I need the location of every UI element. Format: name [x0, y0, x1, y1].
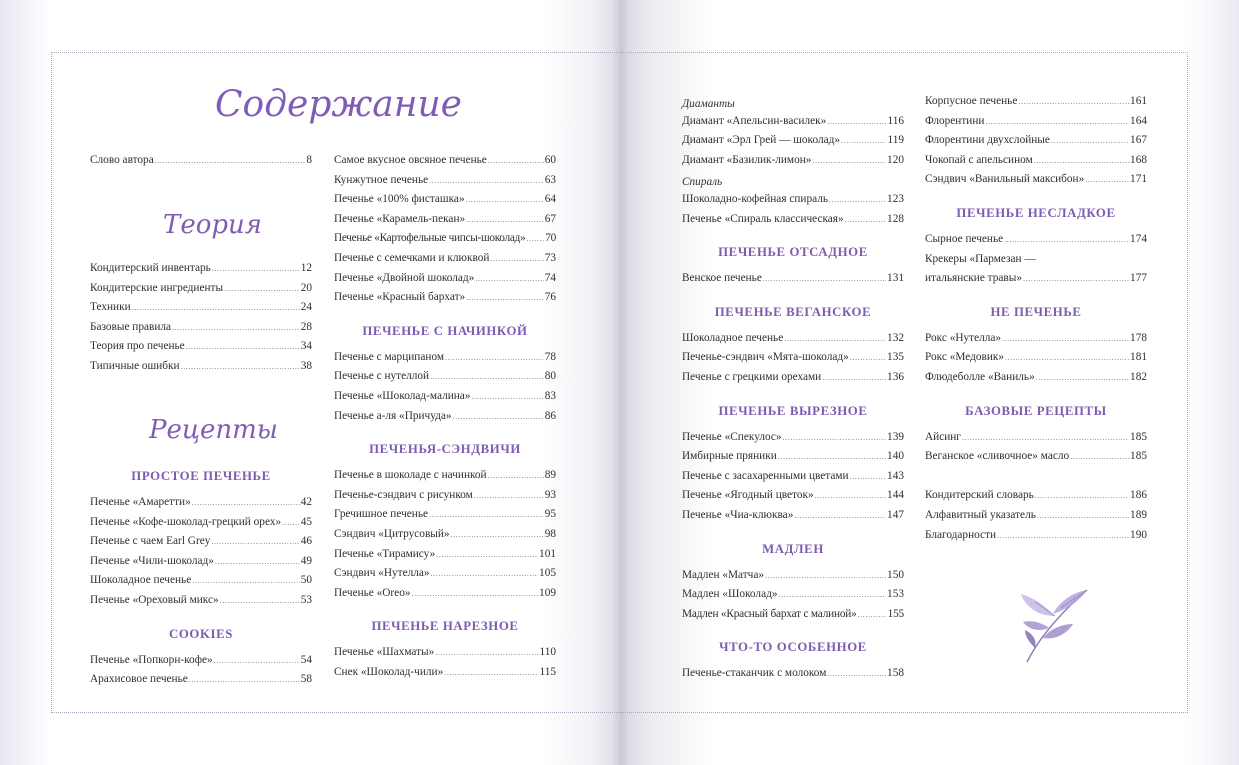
section-heading: ПЕЧЕНЬЕ ВЫРЕЗНОЕ	[718, 403, 868, 418]
toc-entry[interactable]: Печенье «Картофельные чипсы-шоколад» ..... 70	[334, 232, 556, 252]
toc-entry[interactable]: Айсинг ..... 185	[925, 431, 1147, 451]
toc-entry[interactable]: Печенье с грецкими орехами ..... 136	[682, 371, 904, 391]
toc-entry[interactable]: Чокопай с апельсином ..... 168	[925, 154, 1147, 174]
toc-entry[interactable]: Печенье с марципаном ..... 78	[334, 351, 556, 371]
toc-entry[interactable]: Печенье «Чиа-клюква» ..... 147	[682, 509, 904, 529]
section-heading: ПЕЧЕНЬЕ НЕСЛАДКОЕ	[956, 205, 1116, 220]
toc-entry[interactable]: Печенье с нутеллой ..... 80	[334, 370, 556, 390]
toc-entry[interactable]: Алфавитный указатель ..... 189	[925, 509, 1147, 529]
toc-entry[interactable]: Печенье «100% фисташка» ..... 64	[334, 193, 556, 213]
toc-entry[interactable]: Сырное печенье ..... 174	[925, 233, 1147, 253]
section-heading: ЧТО-ТО ОСОБЕННОЕ	[719, 640, 867, 655]
toc-entry[interactable]: Благодарности ..... 190	[925, 529, 1147, 549]
toc-entry[interactable]: Печенье «Шоколад-малина» ..... 83	[334, 390, 556, 410]
toc-entry[interactable]: итальянские травы» ..... 177	[925, 272, 1147, 292]
toc-entry[interactable]: Сэндвич «Ванильный максибон» ..... 171	[925, 173, 1147, 193]
toc-entry[interactable]: Арахисовое печенье ..... 58	[90, 673, 312, 693]
lavender-leaf-sprig-icon	[1015, 584, 1095, 666]
toc-entry[interactable]: Печенье «Шахматы» ..... 110	[334, 646, 556, 666]
toc-entry[interactable]: Имбирные пряники ..... 140	[682, 450, 904, 470]
theory-heading: Теория	[163, 210, 262, 240]
toc-entry[interactable]: Печенье «Тирамису» ..... 101	[334, 548, 556, 568]
toc-entry[interactable]: Шоколадное печенье ..... 132	[682, 332, 904, 352]
toc-entry[interactable]: Слово автора ..... 8	[90, 154, 312, 174]
toc-entry[interactable]: Печенье-сэндвич с рисунком ..... 93	[334, 489, 556, 509]
toc-entry[interactable]: Печенье в шоколаде с начинкой ..... 89	[334, 469, 556, 489]
toc-entry[interactable]: Печенье «Кофе-шоколад-грецкий орех» ..... 45	[90, 516, 312, 536]
subsection-label: Спираль	[682, 176, 723, 189]
recipes-list-col1	[90, 456, 312, 693]
toc-entry[interactable]: Печенье «Красный бархат» ..... 76	[334, 291, 556, 311]
toc-entry[interactable]: Печенье с семечками и клюквой ..... 73	[334, 252, 556, 272]
toc-entry[interactable]: Гречишное печенье ..... 95	[334, 508, 556, 528]
section-heading: ПРОСТОЕ ПЕЧЕНЬЕ	[131, 469, 271, 483]
toc-entry[interactable]: Кондитерские ингредиенты ..... 20	[90, 282, 312, 302]
section-heading: ПЕЧЕНЬЕ ВЕГАНСКОЕ	[714, 304, 872, 319]
section-heading: ПЕЧЕНЬЕ ОТСАДНОЕ	[718, 245, 868, 260]
toc-entry[interactable]: Венское печенье ..... 131	[682, 272, 904, 292]
toc-entry[interactable]: Диамант «Апельсин-василек» ..... 116	[682, 115, 904, 135]
toc-column-1	[90, 154, 312, 174]
toc-entry[interactable]: Корпусное печенье ..... 161	[925, 95, 1147, 115]
toc-entry[interactable]: Печенье «Чили-шоколад» ..... 49	[90, 555, 312, 575]
toc-entry[interactable]: Печенье-стаканчик с молоком ..... 158	[682, 667, 904, 687]
toc-entry[interactable]: Диамант «Базилик-лимон» ..... 120	[682, 154, 904, 174]
toc-entry[interactable]: Печенье «Спекулос» ..... 139	[682, 431, 904, 451]
toc-entry[interactable]: Шоколадное печенье ..... 50	[90, 574, 312, 594]
toc-column-2	[334, 154, 556, 685]
contents-title: Содержание	[215, 84, 462, 125]
toc-entry[interactable]: Печенье с засахаренными цветами ..... 143	[682, 470, 904, 490]
toc-entry[interactable]: Печенье «Двойной шоколад» ..... 74	[334, 272, 556, 292]
toc-entry[interactable]: Печенье «Попкорн-кофе» ..... 54	[90, 654, 312, 674]
toc-column-4	[925, 95, 1147, 548]
toc-entry[interactable]: Веганское «сливочное» масло ..... 185	[925, 450, 1147, 470]
section-heading: ПЕЧЕНЬЯ-СЭНДВИЧИ	[369, 442, 521, 457]
toc-entry[interactable]: Рокс «Нутелла» ..... 178	[925, 332, 1147, 352]
toc-entry[interactable]: Шоколадно-кофейная спираль ..... 123	[682, 193, 904, 213]
toc-entry[interactable]: Печенье «Карамель-пекан» ..... 67	[334, 213, 556, 233]
toc-entry[interactable]: Сэндвич «Цитрусовый» ..... 98	[334, 528, 556, 548]
toc-entry[interactable]: Кондитерский инвентарь ..... 12	[90, 262, 312, 282]
toc-entry[interactable]: Мадлен «Матча» ..... 150	[682, 569, 904, 589]
toc-entry[interactable]: Базовые правила ..... 28	[90, 321, 312, 341]
toc-entry[interactable]: Сэндвич «Нутелла» ..... 105	[334, 567, 556, 587]
section-heading: БАЗОВЫЕ РЕЦЕПТЫ	[965, 403, 1107, 418]
toc-entry[interactable]: Печенье «Спираль классическая» ..... 128	[682, 213, 904, 233]
toc-entry[interactable]: Диамант «Эрл Грей — шоколад» ..... 119	[682, 134, 904, 154]
toc-entry[interactable]: Мадлен «Красный бархат с малиной» ..... 155	[682, 608, 904, 628]
toc-entry[interactable]: Печенье «Ягодный цветок» ..... 144	[682, 489, 904, 509]
toc-entry[interactable]: Флюдеболле «Ваниль» ..... 182	[925, 371, 1147, 391]
toc-entry[interactable]: Печенье «Ореховый микс» ..... 53	[90, 594, 312, 614]
theory-list	[90, 262, 312, 380]
toc-entry[interactable]: Флорентини ..... 164	[925, 115, 1147, 135]
toc-entry[interactable]: Кунжутное печенье ..... 63	[334, 174, 556, 194]
recipes-heading: Рецепты	[149, 415, 278, 445]
toc-column-3	[682, 95, 904, 687]
toc-entry[interactable]: Теория про печенье ..... 34	[90, 340, 312, 360]
toc-entry[interactable]: Кондитерский словарь ..... 186	[925, 489, 1147, 509]
section-heading: COOKIES	[169, 626, 233, 641]
toc-entry[interactable]: Печенье «Амаретти» ..... 42	[90, 496, 312, 516]
subsection-label: Диаманты	[682, 98, 735, 110]
toc-entry[interactable]: Печенье с чаем Earl Grey ..... 46	[90, 535, 312, 555]
toc-entry[interactable]: Типичные ошибки ..... 38	[90, 360, 312, 380]
toc-entry[interactable]: Печенье а-ля «Причуда» ..... 86	[334, 410, 556, 430]
section-heading: МАДЛЕН	[762, 541, 824, 556]
toc-entry[interactable]: Самое вкусное овсяное печенье ..... 60	[334, 154, 556, 174]
toc-entry[interactable]: Мадлен «Шоколад» ..... 153	[682, 588, 904, 608]
toc-entry[interactable]: Печенье-сэндвич «Мята-шоколад» ..... 135	[682, 351, 904, 371]
toc-entry[interactable]: Техники ..... 24	[90, 301, 312, 321]
section-heading: НЕ ПЕЧЕНЬЕ	[990, 304, 1082, 319]
spacer	[925, 470, 1147, 490]
toc-entry-line[interactable]: Крекеры «Пармезан —	[925, 252, 1036, 265]
toc-entry[interactable]: Рокс «Медовик» ..... 181	[925, 351, 1147, 371]
toc-entry[interactable]: Снек «Шоколад-чили» ..... 115	[334, 666, 556, 686]
toc-entry[interactable]: Печенье «Oreo» ..... 109	[334, 587, 556, 607]
section-heading: ПЕЧЕНЬЕ НАРЕЗНОЕ	[371, 619, 519, 634]
right-page	[621, 0, 1239, 765]
section-heading: ПЕЧЕНЬЕ С НАЧИНКОЙ	[362, 323, 528, 338]
toc-entry[interactable]: Флорентини двухслойные ..... 167	[925, 134, 1147, 154]
